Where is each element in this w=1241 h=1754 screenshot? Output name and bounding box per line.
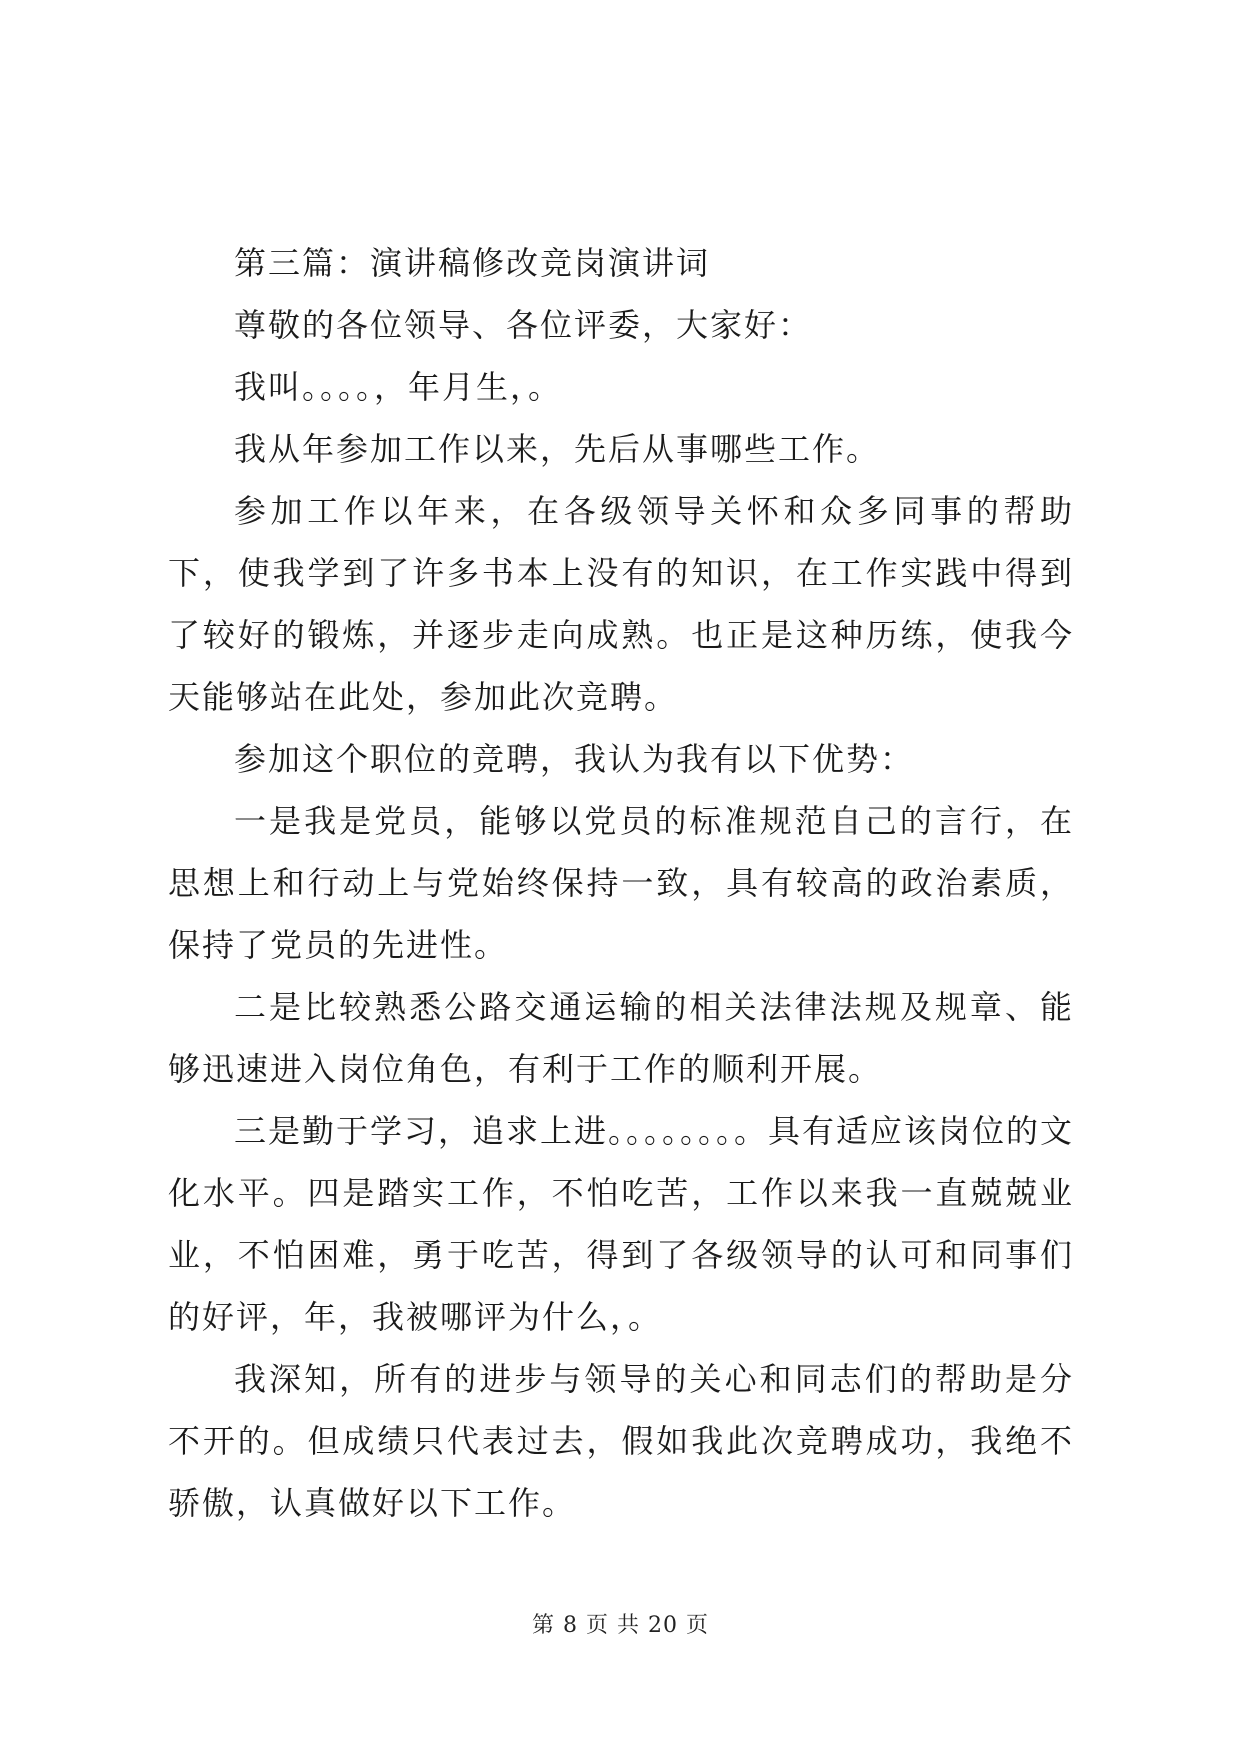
document-body (168, 232, 1074, 1534)
paragraph-intro: 我叫。。。。，年月生，。 (234, 368, 563, 406)
paragraph-work-history: 我从年参加工作以来，先后从事哪些工作。 (234, 430, 881, 468)
paragraph-advantage-three-four: 三是勤于学习，追求上进。。。。。。。。具有适应该岗位的文化水平。四是踏实工作，不怕吃苦，工作以来我一直兢兢业业，不怕困难，勇于吃苦，得到了各级领导的认可和同事们的好评，年，我被哪评为什么，。 (168, 1112, 1075, 1336)
paragraph-conclusion: 我深知，所有的进步与领导的关心和同志们的帮助是分不开的。但成绩只代表过去，假如我此次竞聘成功，我绝不骄傲，认真做好以下工作。 (168, 1360, 1074, 1522)
paragraph-experience: 参加工作以年来，在各级领导关怀和众多同事的帮助下，使我学到了许多书本上没有的知识，在工作实践中得到了较好的锻炼，并逐步走向成熟。也正是这种历练，使我今天能够站在此处，参加此次竞聘。 (168, 492, 1074, 716)
paragraph-advantage-two: 二是比较熟悉公路交通运输的相关法律法规及规章、能够迅速进入岗位角色，有利于工作的顺利开展。 (168, 988, 1074, 1088)
document-title: 第三篇：演讲稿修改竞岗演讲词 (234, 244, 711, 282)
page-number-footer: 第 8 页 共 20 页 (532, 1613, 709, 1638)
paragraph-greeting: 尊敬的各位领导、各位评委，大家好： (234, 306, 813, 344)
paragraph-advantages-intro: 参加这个职位的竞聘，我认为我有以下优势： (234, 740, 915, 778)
paragraph-advantage-one: 一是我是党员，能够以党员的标准规范自己的言行，在思想上和行动上与党始终保持一致，具有较高的政治素质，保持了党员的先进性。 (168, 802, 1074, 964)
